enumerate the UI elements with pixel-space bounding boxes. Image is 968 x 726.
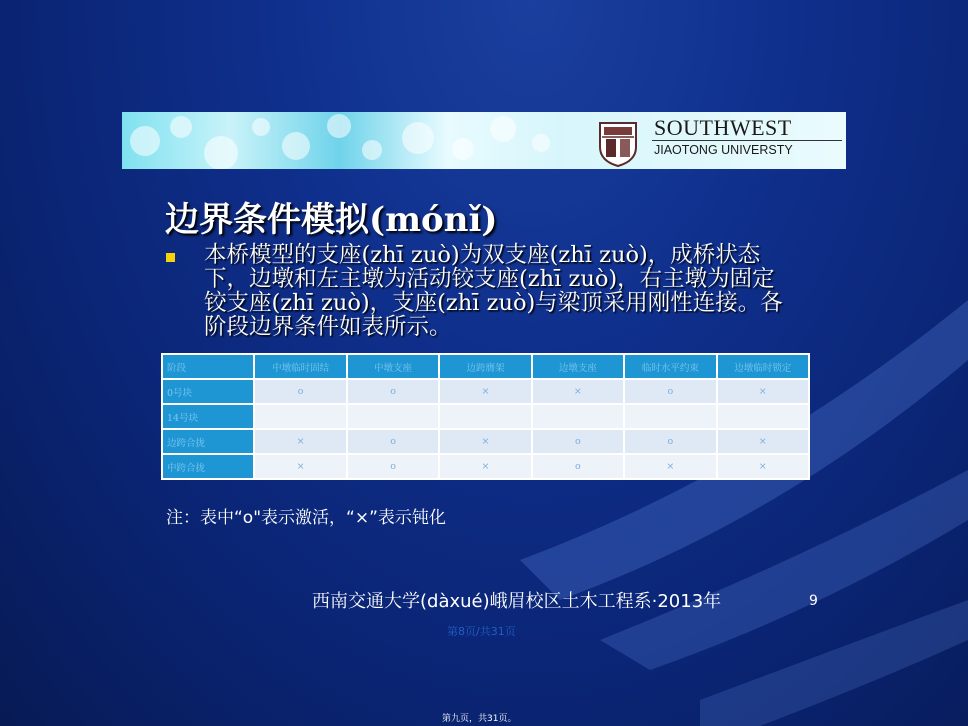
- page-link[interactable]: 第8页/共31页: [447, 625, 516, 638]
- table-cell: [439, 404, 531, 429]
- table-header-cell: 中墩临时固结: [254, 354, 346, 379]
- logo-divider: [652, 140, 842, 141]
- table-stage-cell: 0号块: [162, 379, 254, 404]
- table-cell: o: [532, 454, 624, 479]
- table-stage-cell: 14号块: [162, 404, 254, 429]
- page-bottom-caption: 第九页，共31页。: [442, 714, 517, 724]
- slide-footer: 西南交通大学(dàxué)峨眉校区土木工程系·2013年: [312, 591, 722, 612]
- table-cell: [532, 404, 624, 429]
- table-cell: [254, 404, 346, 429]
- table-row: [162, 404, 809, 429]
- table-cell: [717, 404, 809, 429]
- table-cell: ×: [439, 454, 531, 479]
- table-note: 注：表中“o"表示激活，“×”表示钝化: [166, 508, 446, 528]
- table-row: [162, 379, 809, 404]
- table-cell: ×: [717, 379, 809, 404]
- boundary-conditions-table: [161, 353, 810, 480]
- table-cell: ×: [717, 429, 809, 454]
- table-stage-cell: 边跨合拢: [162, 429, 254, 454]
- table-cell: ×: [624, 454, 716, 479]
- table-row: [162, 429, 809, 454]
- table-cell: o: [347, 429, 439, 454]
- table-cell: o: [347, 454, 439, 479]
- table-cell: ×: [439, 429, 531, 454]
- table-cell: o: [347, 379, 439, 404]
- table-cell: [347, 404, 439, 429]
- table-header-cell: 边墩支座: [532, 354, 624, 379]
- table-header-cell: 阶段: [162, 354, 254, 379]
- table-cell: ×: [532, 379, 624, 404]
- university-logo: [594, 115, 846, 169]
- university-emblem-icon: [596, 117, 640, 167]
- bullet-square-icon: [166, 253, 175, 262]
- page-number: 9: [809, 593, 818, 609]
- logo-name: SOUTHWEST: [654, 115, 792, 140]
- table-header-cell: 中墩支座: [347, 354, 439, 379]
- table-stage-cell: 中跨合拢: [162, 454, 254, 479]
- table-header-row: [162, 354, 809, 379]
- table-cell: ×: [439, 379, 531, 404]
- bullet-text: 本桥模型的支座(zhī zuò)为双支座(zhī zuò)，成桥状态下，边墩和左主墩为活动铰支座(zhī zuò)，右主墩为固定铰支座(zhī zuò)，支座(zhī zuò)与梁顶采用刚性连接。各阶段边界条件如表所示。: [204, 242, 783, 340]
- slide-title: 边界条件模拟(mónǐ): [165, 200, 498, 240]
- table-header-cell: 临时水平约束: [624, 354, 716, 379]
- table-header-cell: 边墩临时锁定: [717, 354, 809, 379]
- table-cell: o: [532, 429, 624, 454]
- table-cell: o: [624, 379, 716, 404]
- table-cell: o: [624, 429, 716, 454]
- table-header-cell: 边跨膺架: [439, 354, 531, 379]
- table-cell: [624, 404, 716, 429]
- table-cell: ×: [717, 454, 809, 479]
- table-cell: ×: [254, 429, 346, 454]
- logo-subtitle: JIAOTONG UNIVERSTY: [654, 143, 793, 157]
- table-cell: o: [254, 379, 346, 404]
- table-cell: ×: [254, 454, 346, 479]
- table-row: [162, 454, 809, 479]
